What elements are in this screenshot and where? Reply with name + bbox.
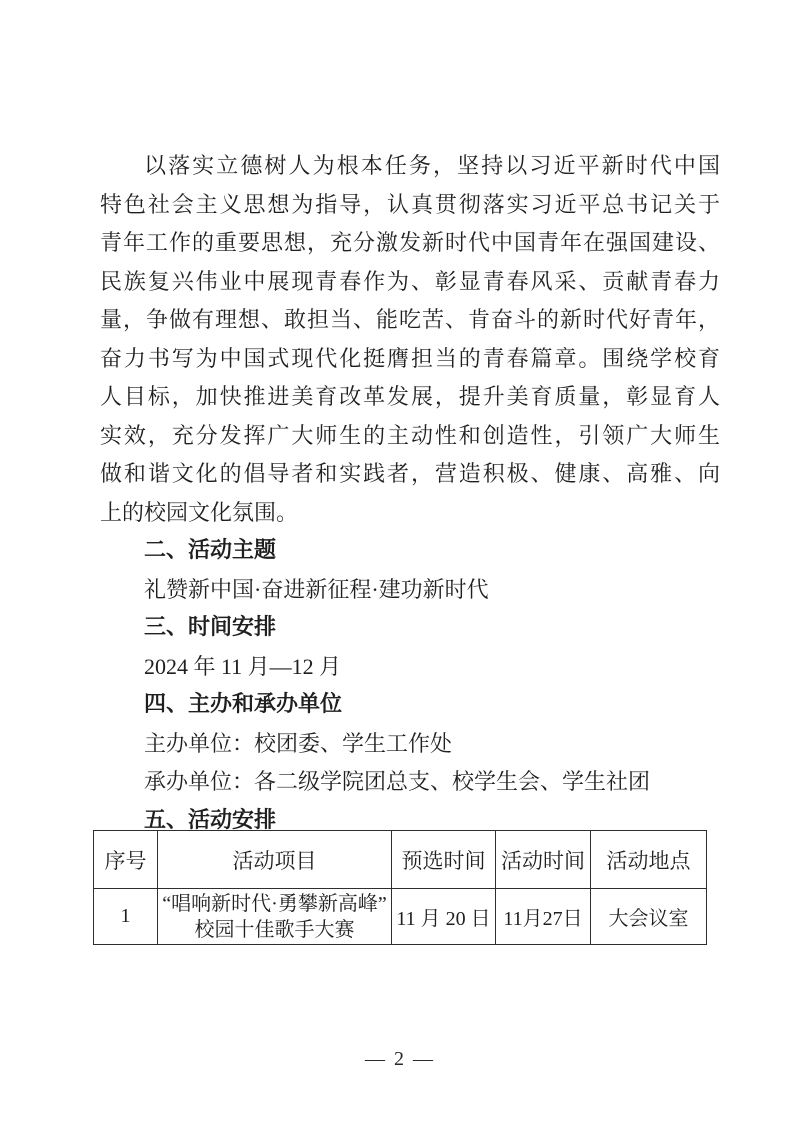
header-activity-time: 活动时间 (496, 831, 591, 889)
paragraph-line: 特色社会主义思想为指导，认真贯彻落实习近平总书记关于 (100, 191, 720, 217)
table-header-row (94, 831, 707, 889)
cell-activity-time: 11月27日 (496, 889, 591, 945)
heading-time-arrangement: 三、时间安排 (144, 615, 277, 640)
header-preselection-time: 预选时间 (392, 831, 496, 889)
header-activity-location: 活动地点 (591, 831, 707, 889)
activity-theme-text: 礼赞新中国·奋进新征程·建功新时代 (144, 576, 489, 602)
cell-serial-number: 1 (94, 889, 158, 945)
paragraph-line: 量，争做有理想、敢担当、能吃苦、肯奋斗的新时代好青年， (100, 307, 720, 332)
paragraph-line: 人目标，加快推进美育改革发展，提升美育质量，彰显育人 (100, 384, 720, 409)
cell-activity-location: 大会议室 (591, 889, 707, 945)
table-row (94, 889, 707, 945)
activity-schedule-table (93, 830, 707, 945)
heading-organizers: 四、主办和承办单位 (144, 692, 343, 717)
paragraph-line: 做和谐文化的倡导者和实践者，营造积极、健康、高雅、向 (100, 461, 720, 486)
header-serial-number: 序号 (94, 831, 158, 889)
cell-preselection-time: 11 月 20 日 (392, 889, 496, 945)
document-body (100, 147, 720, 840)
paragraph-line: 以落实立德树人为根本任务，坚持以习近平新时代中国 (144, 153, 720, 178)
paragraph-line: 青年工作的重要思想，充分激发新时代中国青年在强国建设、 (100, 230, 720, 255)
host-unit-text: 主办单位：校团委、学生工作处 (144, 730, 453, 756)
paragraph-line: 奋力书写为中国式现代化挺膺担当的青春篇章。围绕学校育 (100, 345, 720, 371)
header-activity-item: 活动项目 (158, 831, 392, 889)
paragraph-line: 实效，充分发挥广大师生的主动性和创造性，引领广大师生 (100, 422, 720, 448)
page-number: — 2 — (365, 1048, 435, 1070)
cell-activity-item: “唱响新时代·勇攀新高峰”校园十佳歌手大赛 (158, 889, 392, 945)
time-range-text: 2024 年 11 月—12 月 (144, 653, 342, 679)
undertake-unit-text: 承办单位：各二级学院团总支、校学生会、学生社团 (144, 769, 651, 794)
paragraph-line: 上的校园文化氛围。 (100, 499, 299, 525)
heading-activity-theme: 二、活动主题 (144, 538, 277, 563)
heading-activity-schedule: 五、活动安排 (144, 807, 277, 833)
paragraph-line: 民族复兴伟业中展现青春作为、彰显青春风采、贡献青春力 (100, 268, 720, 294)
